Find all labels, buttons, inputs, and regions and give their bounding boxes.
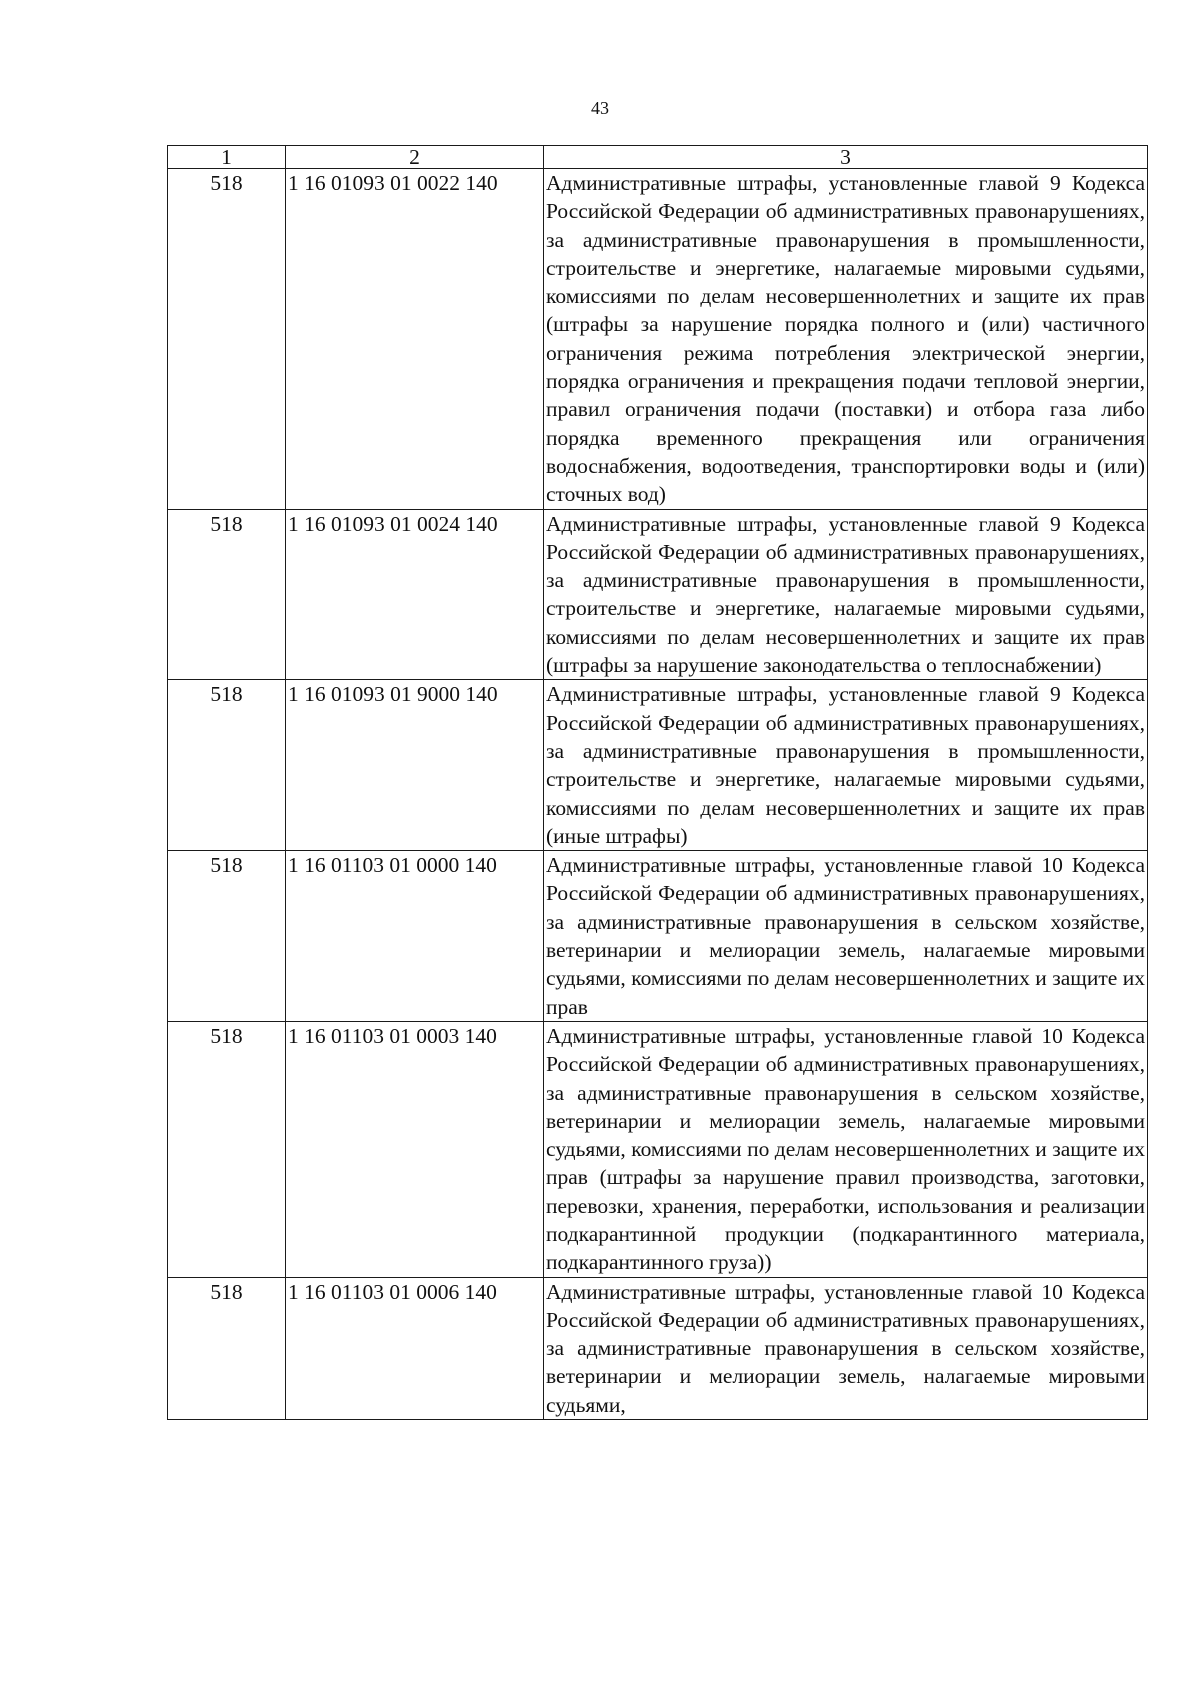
description-cell: Административные штрафы, установленные главой 9 Кодекса Российской Федерации об административных правонарушениях, за административные правонарушения в промышленности, строительстве и энергетике, налагаемые мировыми судьями, комиссиями по делам несовершеннолетних и защите их прав (иные штрафы)	[544, 680, 1148, 851]
kbk-code-cell: 1 16 01103 01 0000 140	[286, 851, 544, 1022]
admin-code-cell: 518	[168, 1277, 286, 1419]
page-number: 43	[591, 98, 609, 118]
kbk-code-cell: 1 16 01093 01 9000 140	[286, 680, 544, 851]
table-row	[168, 851, 1148, 1022]
budget-classification-table	[167, 145, 1148, 1420]
kbk-code-cell: 1 16 01103 01 0006 140	[286, 1277, 544, 1419]
admin-code-cell: 518	[168, 851, 286, 1022]
description-cell: Административные штрафы, установленные главой 10 Кодекса Российской Федерации об административных правонарушениях, за административные правонарушения в сельском хозяйстве, ветеринарии и мелиорации земель, налагаемые мировыми судьями, комиссиями по делам несовершеннолетних и защите их прав (штрафы за нарушение правил производства, заготовки, перевозки, хранения, переработки, использования и реализации подкарантинной продукции (подкарантинного материала, подкарантинного груза))	[544, 1021, 1148, 1277]
table-row	[168, 1021, 1148, 1277]
table-row	[168, 169, 1148, 510]
admin-code-cell: 518	[168, 1021, 286, 1277]
column-header-3: 3	[544, 146, 1148, 169]
admin-code-cell: 518	[168, 169, 286, 510]
table-row	[168, 680, 1148, 851]
description-cell: Административные штрафы, установленные главой 10 Кодекса Российской Федерации об административных правонарушениях, за административные правонарушения в сельском хозяйстве, ветеринарии и мелиорации земель, налагаемые мировыми судьями,	[544, 1277, 1148, 1419]
description-cell: Административные штрафы, установленные главой 10 Кодекса Российской Федерации об административных правонарушениях, за административные правонарушения в сельском хозяйстве, ветеринарии и мелиорации земель, налагаемые мировыми судьями, комиссиями по делам несовершеннолетних и защите их прав	[544, 851, 1148, 1022]
table-header-row	[168, 146, 1148, 169]
admin-code-cell: 518	[168, 680, 286, 851]
table-row	[168, 509, 1148, 680]
admin-code-cell: 518	[168, 509, 286, 680]
description-cell: Административные штрафы, установленные главой 9 Кодекса Российской Федерации об административных правонарушениях, за административные правонарушения в промышленности, строительстве и энергетике, налагаемые мировыми судьями, комиссиями по делам несовершеннолетних и защите их прав (штрафы за нарушение порядка полного и (или) частичного ограничения режима потребления электрической энергии, порядка ограничения и прекращения подачи тепловой энергии, правил ограничения подачи (поставки) и отбора газа либо порядка временного прекращения или ограничения водоснабжения, водоотведения, транспортировки воды и (или) сточных вод)	[544, 169, 1148, 510]
column-header-2: 2	[286, 146, 544, 169]
table-row	[168, 1277, 1148, 1419]
kbk-code-cell: 1 16 01103 01 0003 140	[286, 1021, 544, 1277]
column-header-1: 1	[168, 146, 286, 169]
kbk-code-cell: 1 16 01093 01 0024 140	[286, 509, 544, 680]
description-cell: Административные штрафы, установленные главой 9 Кодекса Российской Федерации об административных правонарушениях, за административные правонарушения в промышленности, строительстве и энергетике, налагаемые мировыми судьями, комиссиями по делам несовершеннолетних и защите их прав (штрафы за нарушение законодательства о теплоснабжении)	[544, 509, 1148, 680]
kbk-code-cell: 1 16 01093 01 0022 140	[286, 169, 544, 510]
